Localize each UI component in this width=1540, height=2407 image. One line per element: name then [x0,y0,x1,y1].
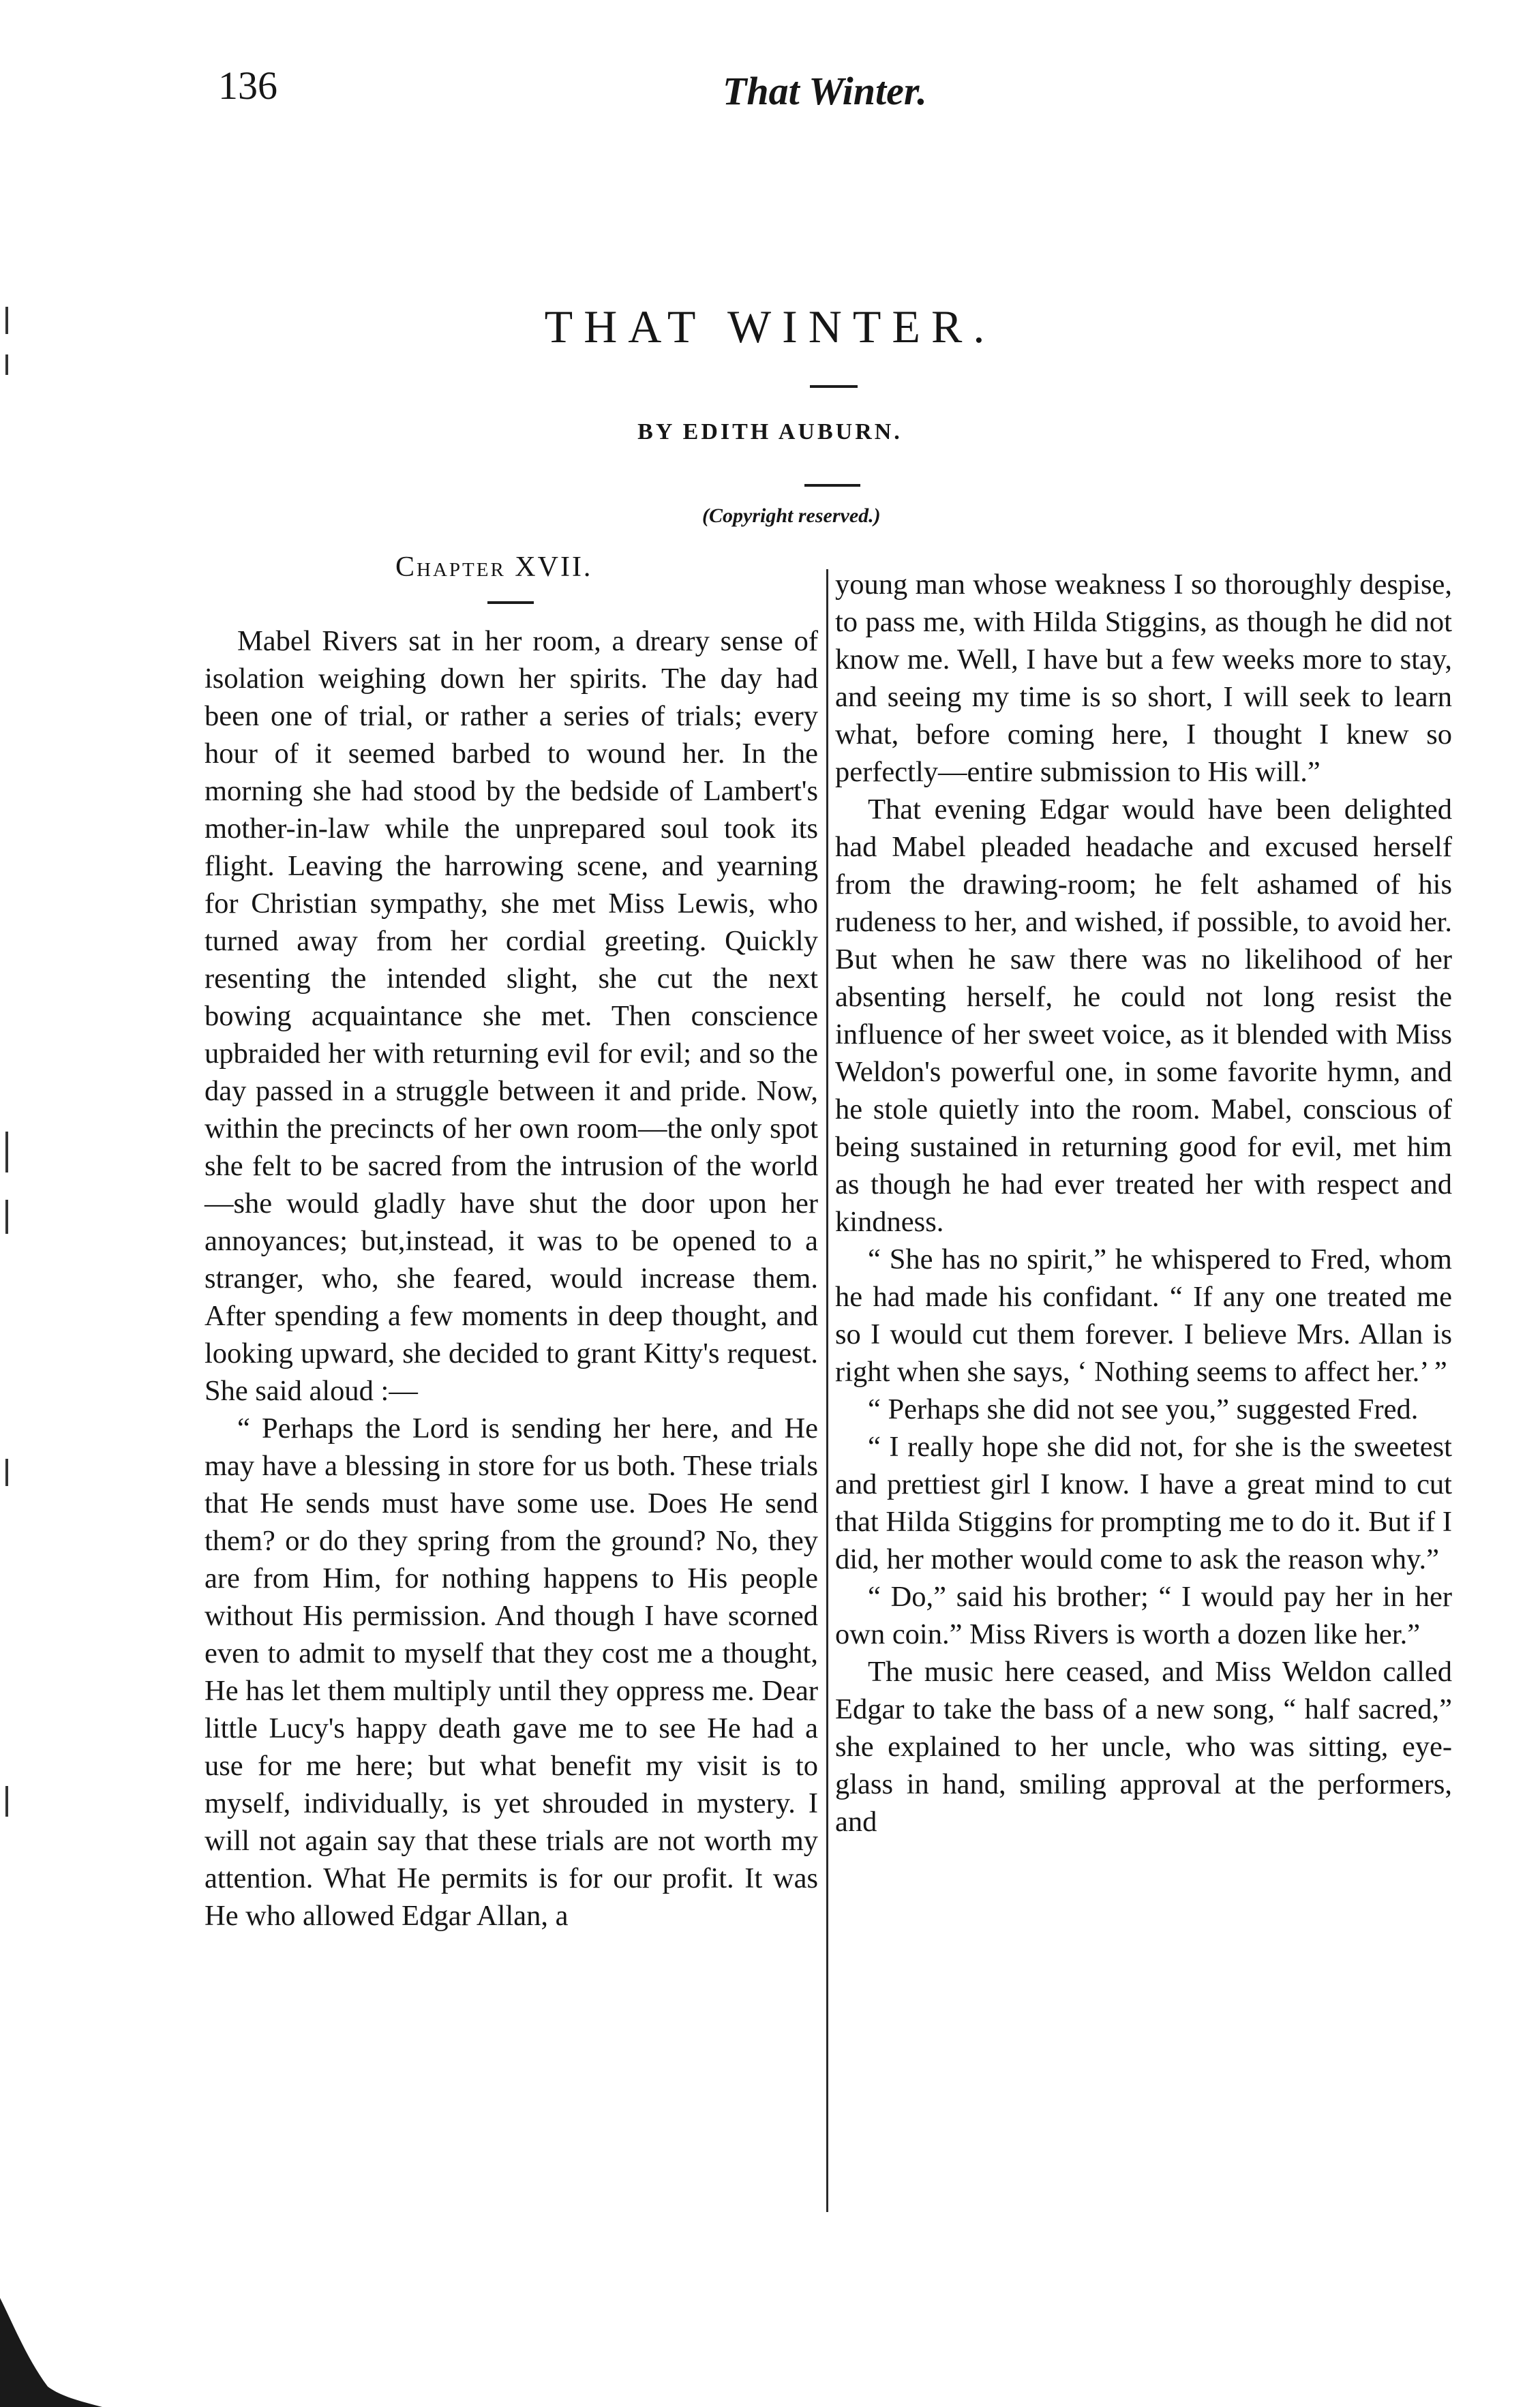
paragraph: young man whose weakness I so thoroughly despise, to pass me, with Hilda Stiggins, as though he did not know me. Well, I have but a few weeks more to stay, and seeing my time is so short, I will seek to learn what, before coming here, I thought I knew so perfectly—entire submission to His will.” [835,569,1452,788]
chapter-heading: Chapter XVII. [395,551,593,583]
corner-ink-mark [0,2284,102,2407]
paragraph: “ I really hope she did not, for she is the sweetest and prettiest girl I know. I have a great mind to cut that Hilda Stiggins for prompting me to do it. But if I did, her mother would come to ask the reason why.” [835,1431,1452,1575]
edge-speck [5,1200,8,1234]
story-title: THAT WINTER. [544,301,996,352]
page-number: 136 [218,63,277,108]
edge-speck [5,1786,8,1817]
paragraph: “ Perhaps the Lord is sending her here, and He may have a blessing in store for us both. These trials that He sends must have some use. Does He send them? or do they spring from the ground? No, they are from Him, for nothing happens to His people without His permission. And though I have scorned even to admit to myself that they cost me a thought, He has let them multiply until they oppress me. Dear little Lucy's happy death gave me to see He had a use for me here; but what benefit my visit is to myself, individually, is yet shrouded in mystery. I will not again say that these trials are not worth my attention. What He permits is for our profit. It was He who allowed Edgar Allan, a [205,1412,818,1932]
byline-rule [804,484,860,487]
edge-speck [5,307,8,334]
column-divider [826,569,828,2212]
paragraph: “ She has no spirit,” he whispered to Fred, whom he had made his confidant. “ If any one treated me so I would cut them forever. I believe Mrs. Allan is right when she says, ‘ Nothing seems to affect her.’ ” [835,1243,1452,1388]
paragraph: That evening Edgar would have been delighted had Mabel pleaded headache and excused herself from the drawing-room; he felt ashamed of his rudeness to her, and wished, if possible, to avoid her. But when he saw there was no likelihood of her absenting herself, he could not long resist the influence of her sweet voice, as it blended with Miss Weldon's powerful one, in some favorite hymn, and he stole quietly into the room. Mabel, conscious of being sustained in returning good for evil, met him as though he had ever treated her with respect and kindness. [835,793,1452,1238]
title-rule [810,385,858,388]
running-title: That Winter. [723,69,927,113]
edge-speck [5,1132,8,1172]
paragraph: “ Do,” said his brother; “ I would pay her in her own coin.” Miss Rivers is worth a dozen like her.” [835,1581,1452,1650]
edge-speck [5,354,8,375]
left-column [205,622,818,1935]
paragraph: “ Perhaps she did not see you,” suggested Fred. [868,1393,1419,1425]
byline: BY EDITH AUBURN. [637,419,903,444]
paragraph: Mabel Rivers sat in her room, a dreary sense of isolation weighing down her spirits. The day had been one of trial, or rather a series of trials; every hour of it seemed barbed to wound her. In the morning she had stood by the bedside of Lambert's mother-in-law while the unprepared soul took its flight. Leaving the harrowing scene, and yearning for Christian sympathy, she met Miss Lewis, who turned away from her cordial greeting. Quickly resenting the intended slight, she cut the next bowing acquaintance she met. Then conscience upbraided her with returning evil for evil; and so the day passed in a struggle between it and pride. Now, within the precincts of her own room—the only spot she felt to be sacred from the intrusion of the world—she would gladly have shut the door upon her annoyances; but,instead, it was to be opened to a stranger, who, she feared, would increase them. After spending a few moments in deep thought, and looking upward, she decided to grant Kitty's request. She said aloud :— [205,625,818,1407]
copyright-notice: (Copyright reserved.) [702,504,881,527]
paragraph: The music here ceased, and Miss Weldon called Edgar to take the bass of a new song, “ half sacred,” she explained to her uncle, who was sitting, eye-glass in hand, smiling approval at the performers, and [835,1656,1452,1838]
edge-speck [5,1459,8,1486]
chapter-rule [487,601,534,604]
right-column [835,566,1452,1841]
